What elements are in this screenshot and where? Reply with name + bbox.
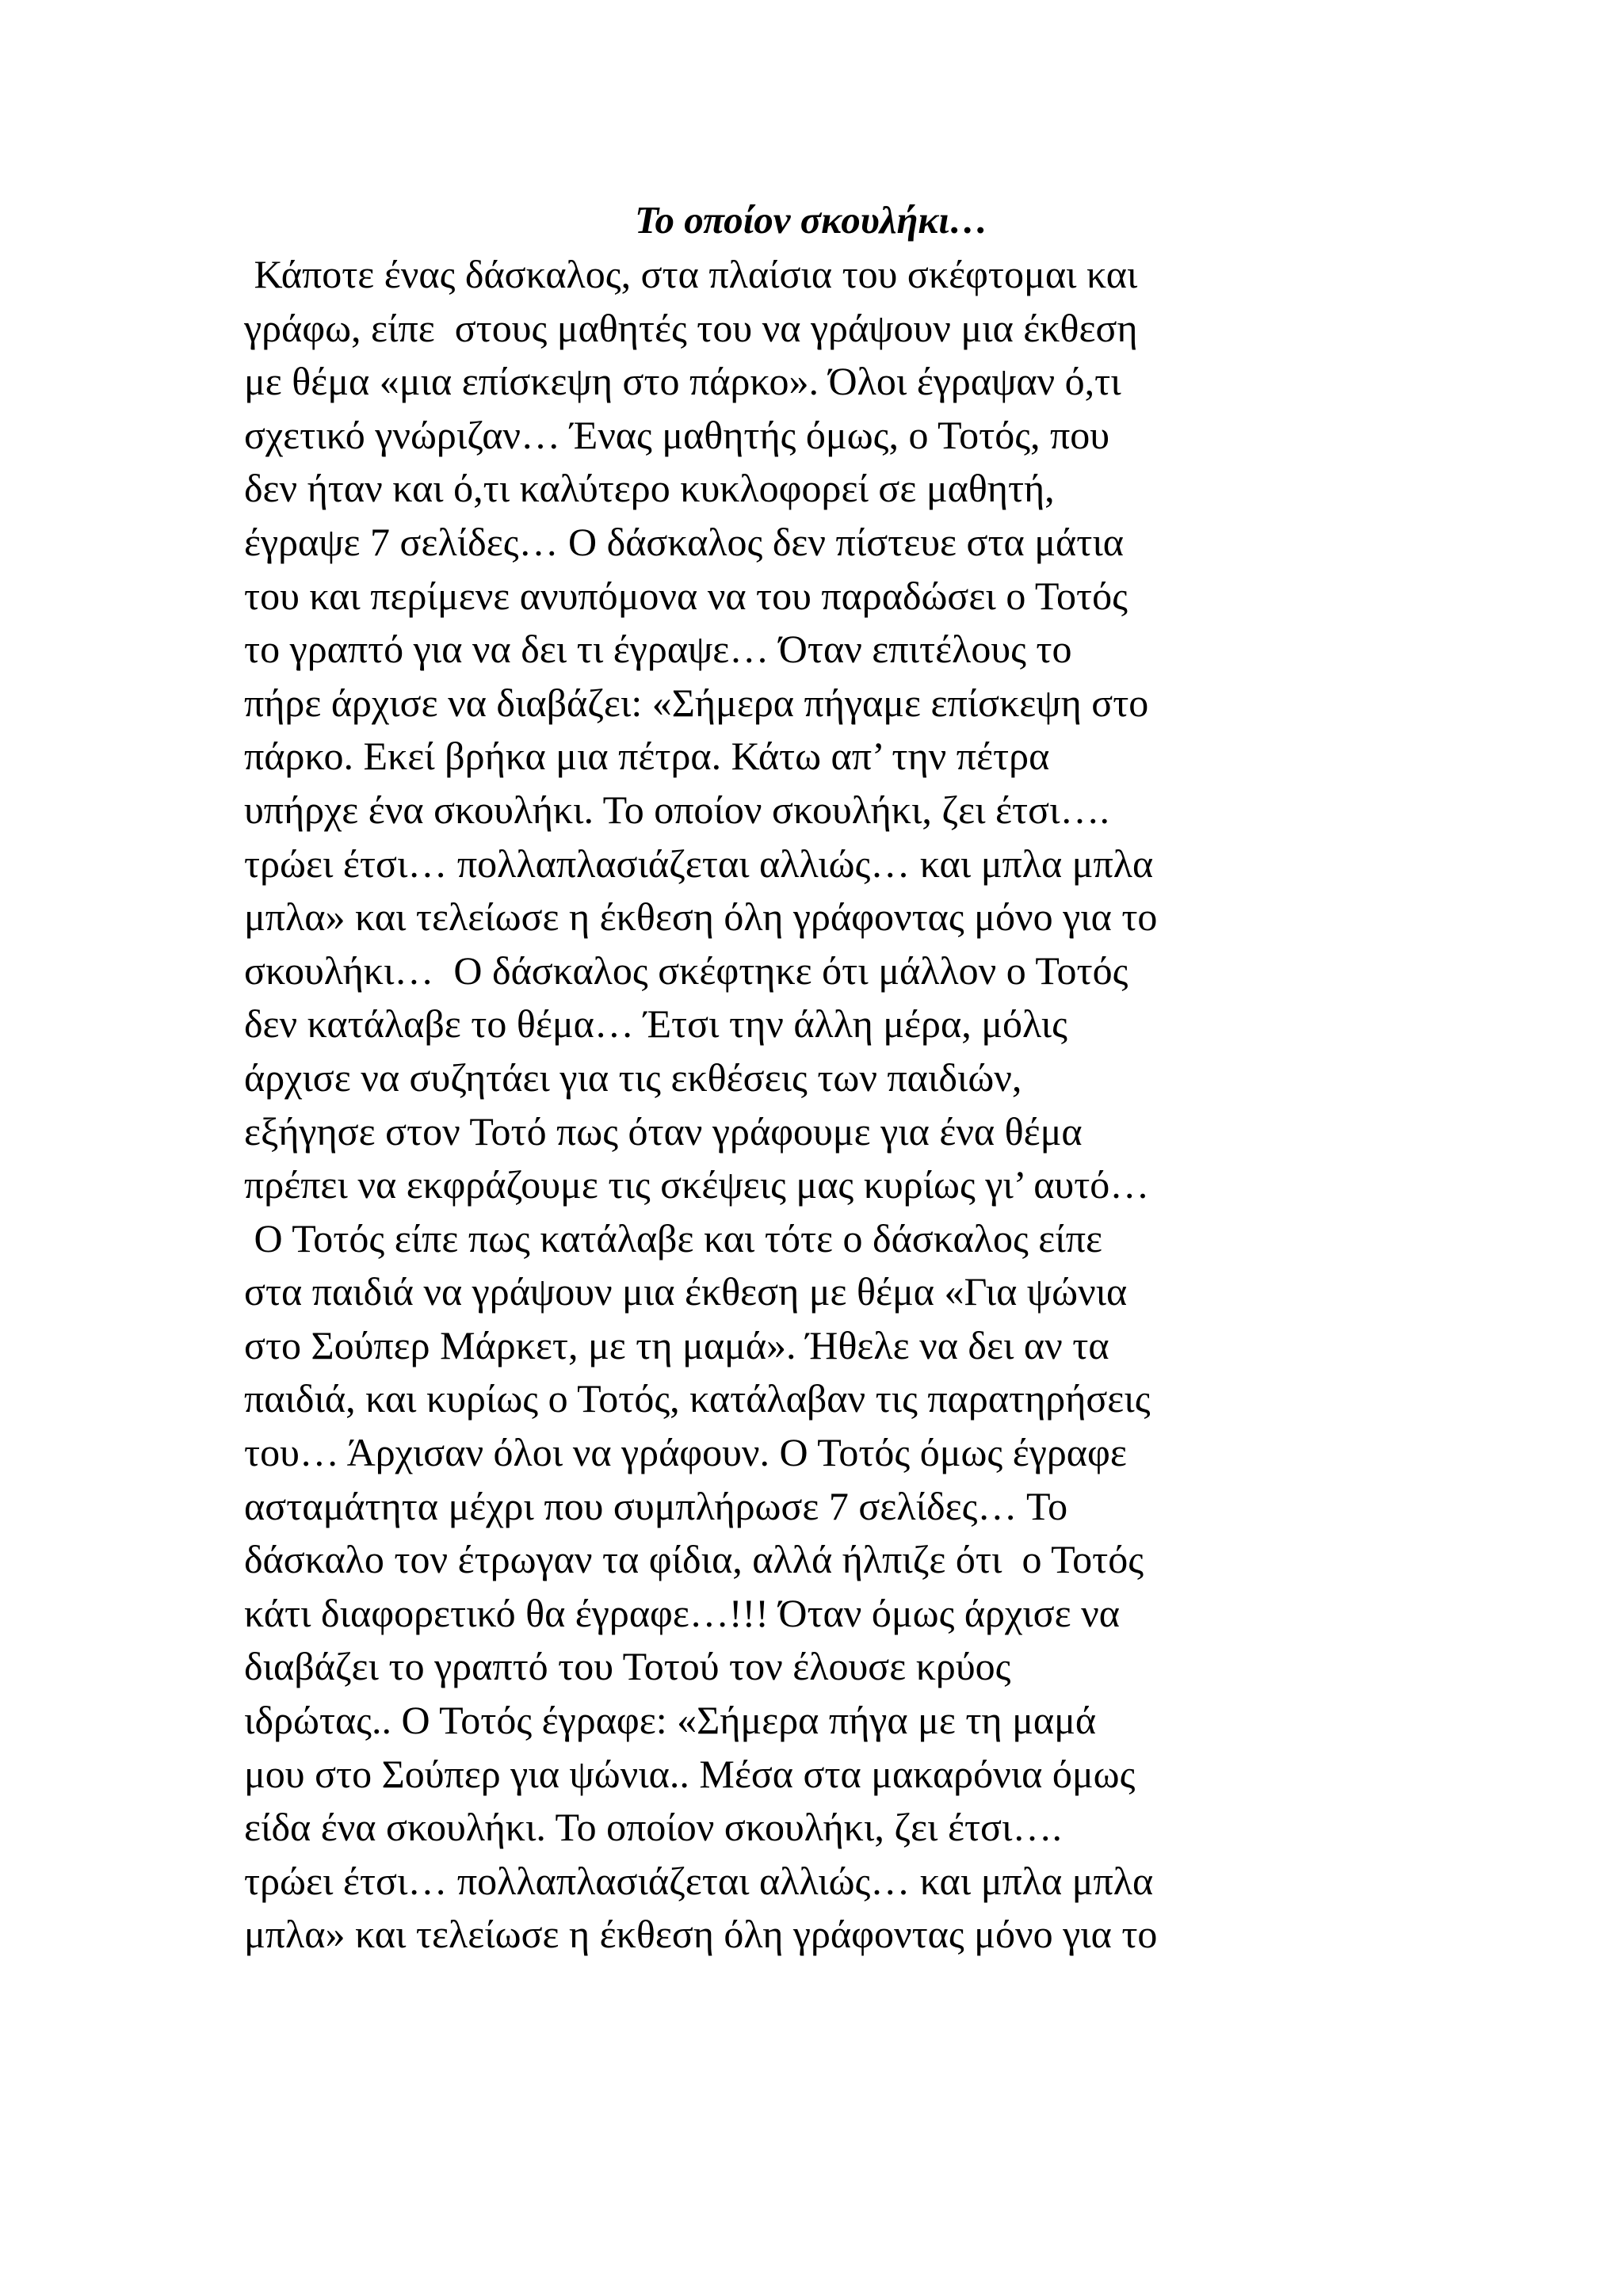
text-line: πρέπει να εκφράζουμε τις σκέψεις μας κυρίως γι’ αυτό… bbox=[244, 1162, 1150, 1207]
text-line: τρώει έτσι… πολλαπλασιάζεται αλλιώς… και μπλα μπλα bbox=[244, 1858, 1154, 1903]
text-line: έγραψε 7 σελίδες… Ο δάσκαλος δεν πίστευε στα μάτια bbox=[244, 519, 1124, 564]
text-line: το γραπτό για να δει τι έγραψε… Όταν επιτέλους το bbox=[244, 627, 1072, 672]
text-line: σχετικό γνώριζαν… Ένας μαθητής όμως, ο Τοτός, που bbox=[244, 412, 1110, 457]
text-line: είδα ένα σκουλήκι. Το οποίον σκουλήκι, ζει έτσι…. bbox=[244, 1805, 1062, 1850]
text-line: ιδρώτας.. Ο Τοτός έγραφε: «Σήμερα πήγα με τη μαμά bbox=[244, 1698, 1097, 1743]
text-line: Κάποτε ένας δάσκαλος, στα πλαίσια του σκέφτομαι και bbox=[244, 252, 1138, 296]
text-line: διαβάζει το γραπτό του Τοτού τον έλουσε κρύος bbox=[244, 1644, 1011, 1689]
text-line: μπλα» και τελείωσε η έκθεση όλη γράφοντας μόνο για το bbox=[244, 1912, 1158, 1957]
text-line: άρχισε να συζητάει για τις εκθέσεις των παιδιών, bbox=[244, 1055, 1022, 1100]
text-line: μπλα» και τελείωσε η έκθεση όλη γράφοντας μόνο για το bbox=[244, 894, 1158, 940]
text-line: ασταμάτητα μέχρι που συμπλήρωσε 7 σελίδες… Το bbox=[244, 1483, 1068, 1528]
text-line: γράφω, είπε στους μαθητές του να γράψουν μια έκθεση bbox=[244, 305, 1138, 350]
text-line: πάρκο. Εκεί βρήκα μια πέτρα. Κάτω απ’ την πέτρα bbox=[244, 734, 1050, 779]
text-line: στα παιδιά να γράψουν μια έκθεση με θέμα «Για ψώνια bbox=[244, 1269, 1128, 1314]
text-line: του… Άρχισαν όλοι να γράφουν. Ο Τοτός όμως έγραφε bbox=[244, 1430, 1127, 1475]
text-line: μου στο Σούπερ για ψώνια.. Μέσα στα μακαρόνια όμως bbox=[244, 1751, 1136, 1796]
text-line: δεν ήταν και ό,τι καλύτερο κυκλοφορεί σε μαθητή, bbox=[244, 466, 1055, 511]
text-line: εξήγησε στον Τοτό πως όταν γράφουμε για ένα θέμα bbox=[244, 1108, 1083, 1154]
text-line: σκουλήκι… Ο δάσκαλος σκέφτηκε ότι μάλλον ο Τοτός bbox=[244, 948, 1128, 993]
document-body bbox=[244, 248, 1393, 1962]
text-line: δάσκαλο τον έτρωγαν τα φίδια, αλλά ήλπιζε ότι ο Τοτός bbox=[244, 1537, 1144, 1582]
text-line: τρώει έτσι… πολλαπλασιάζεται αλλιώς… και μπλα μπλα bbox=[244, 841, 1154, 886]
text-line: Ο Τοτός είπε πως κατάλαβε και τότε ο δάσκαλος είπε bbox=[244, 1215, 1102, 1261]
text-line: παιδιά, και κυρίως ο Τοτός, κατάλαβαν τις παρατηρήσεις bbox=[244, 1376, 1151, 1421]
text-line: υπήρχε ένα σκουλήκι. Το οποίον σκουλήκι, ζει έτσι…. bbox=[244, 787, 1110, 832]
text-line: στο Σούπερ Μάρκετ, με τη μαμά». Ήθελε να δει αν τα bbox=[244, 1322, 1109, 1367]
text-line: του και περίμενε ανυπόμονα να του παραδώσει ο Τοτός bbox=[244, 573, 1128, 618]
text-line: δεν κατάλαβε το θέμα… Έτσι την άλλη μέρα, μόλις bbox=[244, 1001, 1067, 1047]
text-line: πήρε άρχισε να διαβάζει: «Σήμερα πήγαμε επίσκεψη στο bbox=[244, 680, 1149, 725]
text-line: κάτι διαφορετικό θα έγραφε…!!! Όταν όμως άρχισε να bbox=[244, 1590, 1120, 1635]
text-line: με θέμα «μια επίσκεψη στο πάρκο». Όλοι έγραψαν ό,τι bbox=[244, 359, 1121, 404]
document-title: Το οποίον σκουλήκι… bbox=[635, 198, 988, 242]
